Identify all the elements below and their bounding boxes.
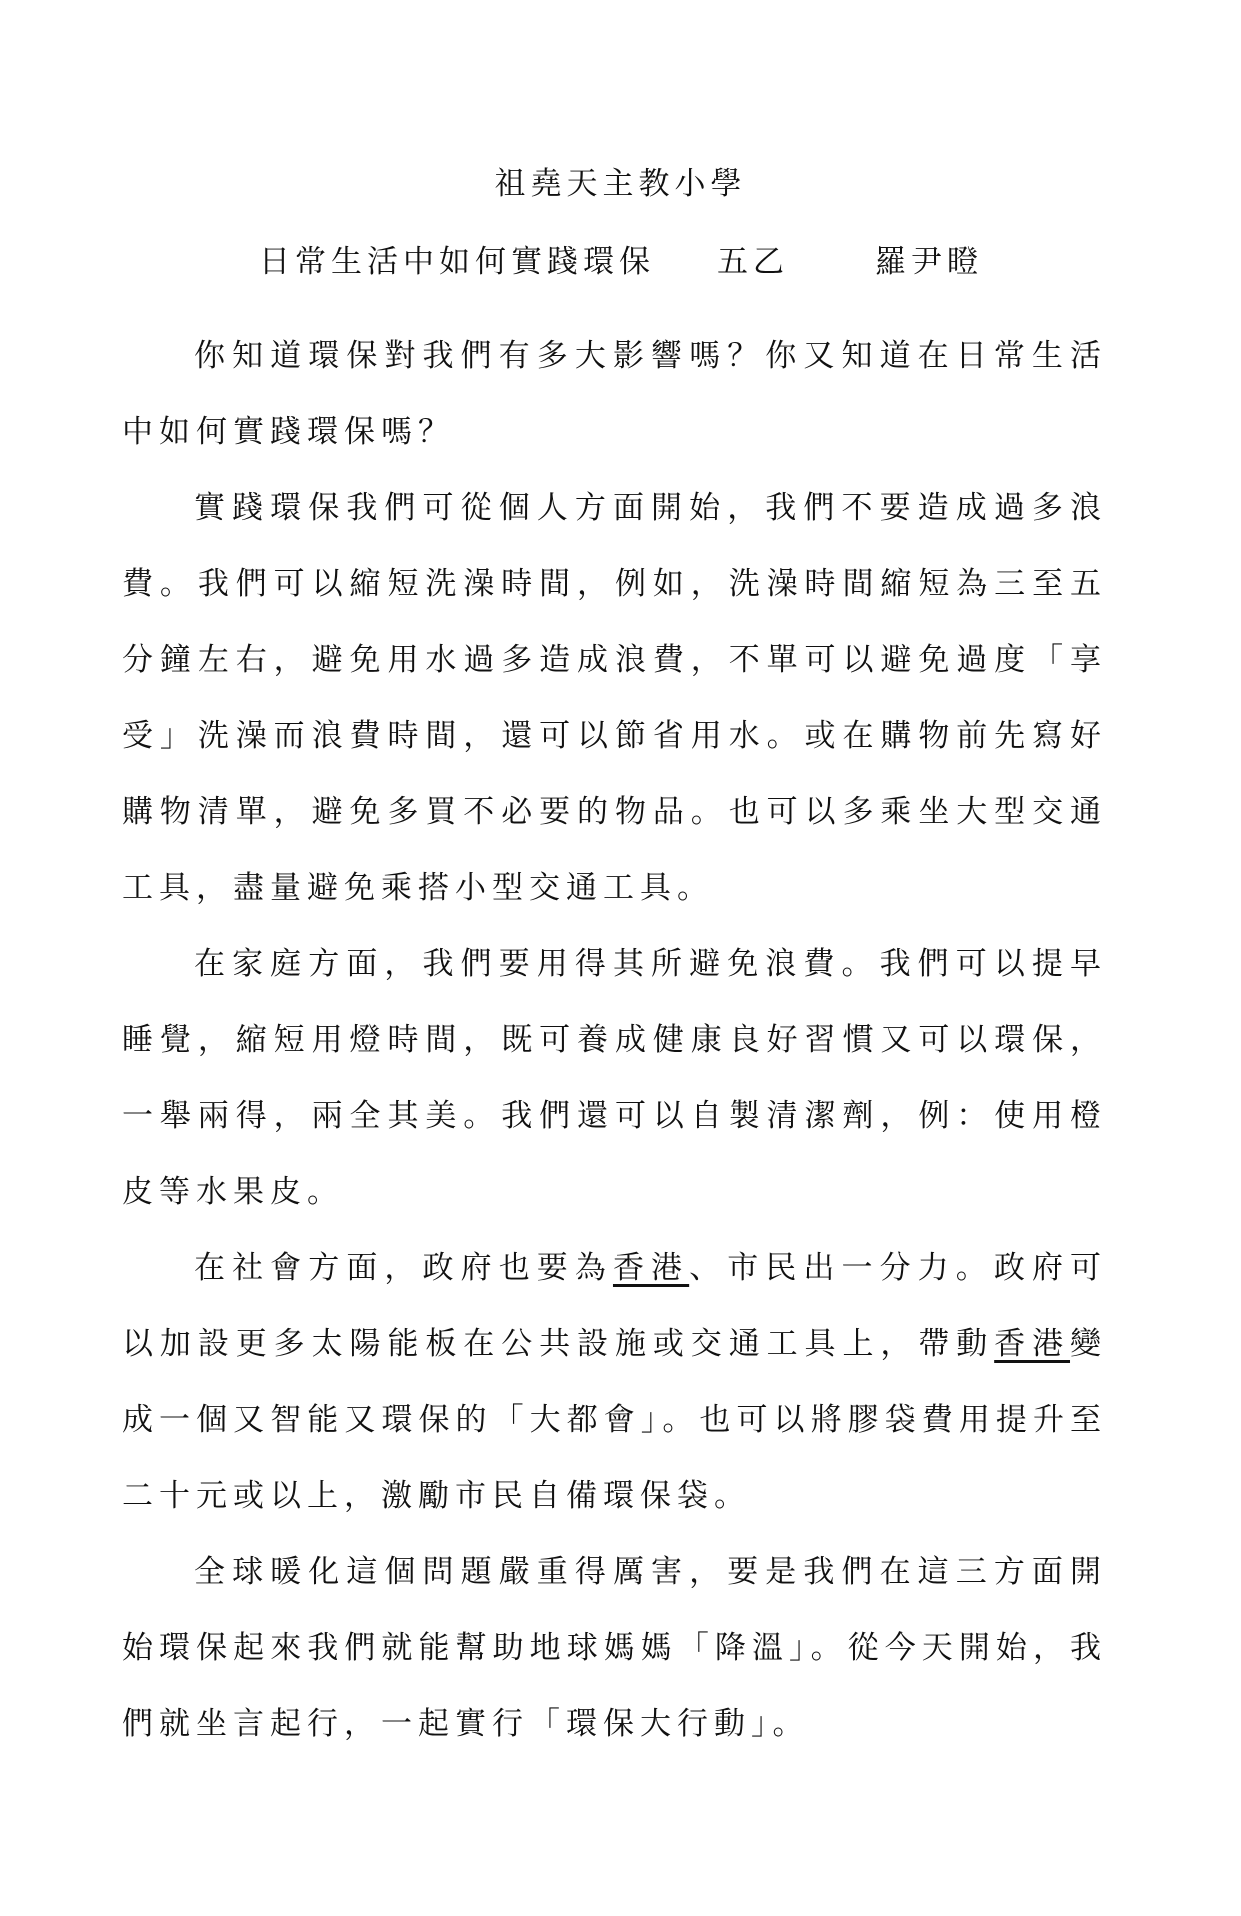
paragraph-personal: 實踐環保我們可從個人方面開始，我們不要造成過多浪費。我們可以縮短洗澡時間，例如，洗澡時間縮短為三至五分鐘左右，避免用水過多造成浪費，不單可以避免過度「享受」洗澡而浪費時間，還可以節省用水。或在購物前先寫好購物清單，避免多買不必要的物品。也可以多乘坐大型交通工具，盡量避免乘搭小型交通工具。 (122, 490, 1107, 906)
school-name: 祖堯天主教小學 (494, 166, 747, 202)
paragraph-conclusion: 全球暖化這個問題嚴重得厲害，要是我們在這三方面開始環保起來我們就能幫助地球媽媽「降溫」。從今天開始，我們就坐言起行，一起實行「環保大行動」。 (122, 1554, 1107, 1742)
paragraph-family: 在家庭方面，我們要用得其所避免浪費。我們可以提早睡覺，縮短用燈時間，既可養成健康良好習慣又可以環保，一舉兩得，兩全其美。我們還可以自製清潔劑，例：使用橙皮等水果皮。 (122, 946, 1107, 1210)
underlined-place-name: 香港 (612, 1250, 690, 1286)
paragraph-society (122, 1230, 1107, 1534)
essay-body (122, 318, 1107, 1762)
text-segment: 、市民出一分力。政府可以加設更多太陽能板在公共設施或交通工具上，帶動 (122, 1250, 1108, 1362)
author-name: 羅尹瞪 (875, 244, 983, 280)
text-segment: 在社會方面，政府也要為 (194, 1250, 613, 1286)
underlined-place-name: 香港 (994, 1326, 1071, 1362)
class-name: 五乙 (717, 244, 789, 280)
paragraph-intro: 你知道環保對我們有多大影響嗎？你又知道在日常生活中如何實踐環保嗎？ (122, 338, 1107, 450)
text-segment: 變成一個又智能又環保的「大都會」。也可以將膠袋費用提升至二十元或以上，激勵市民自備環保袋。 (122, 1326, 1108, 1514)
essay-header (259, 242, 983, 282)
essay-title: 日常生活中如何實踐環保 (259, 244, 655, 280)
